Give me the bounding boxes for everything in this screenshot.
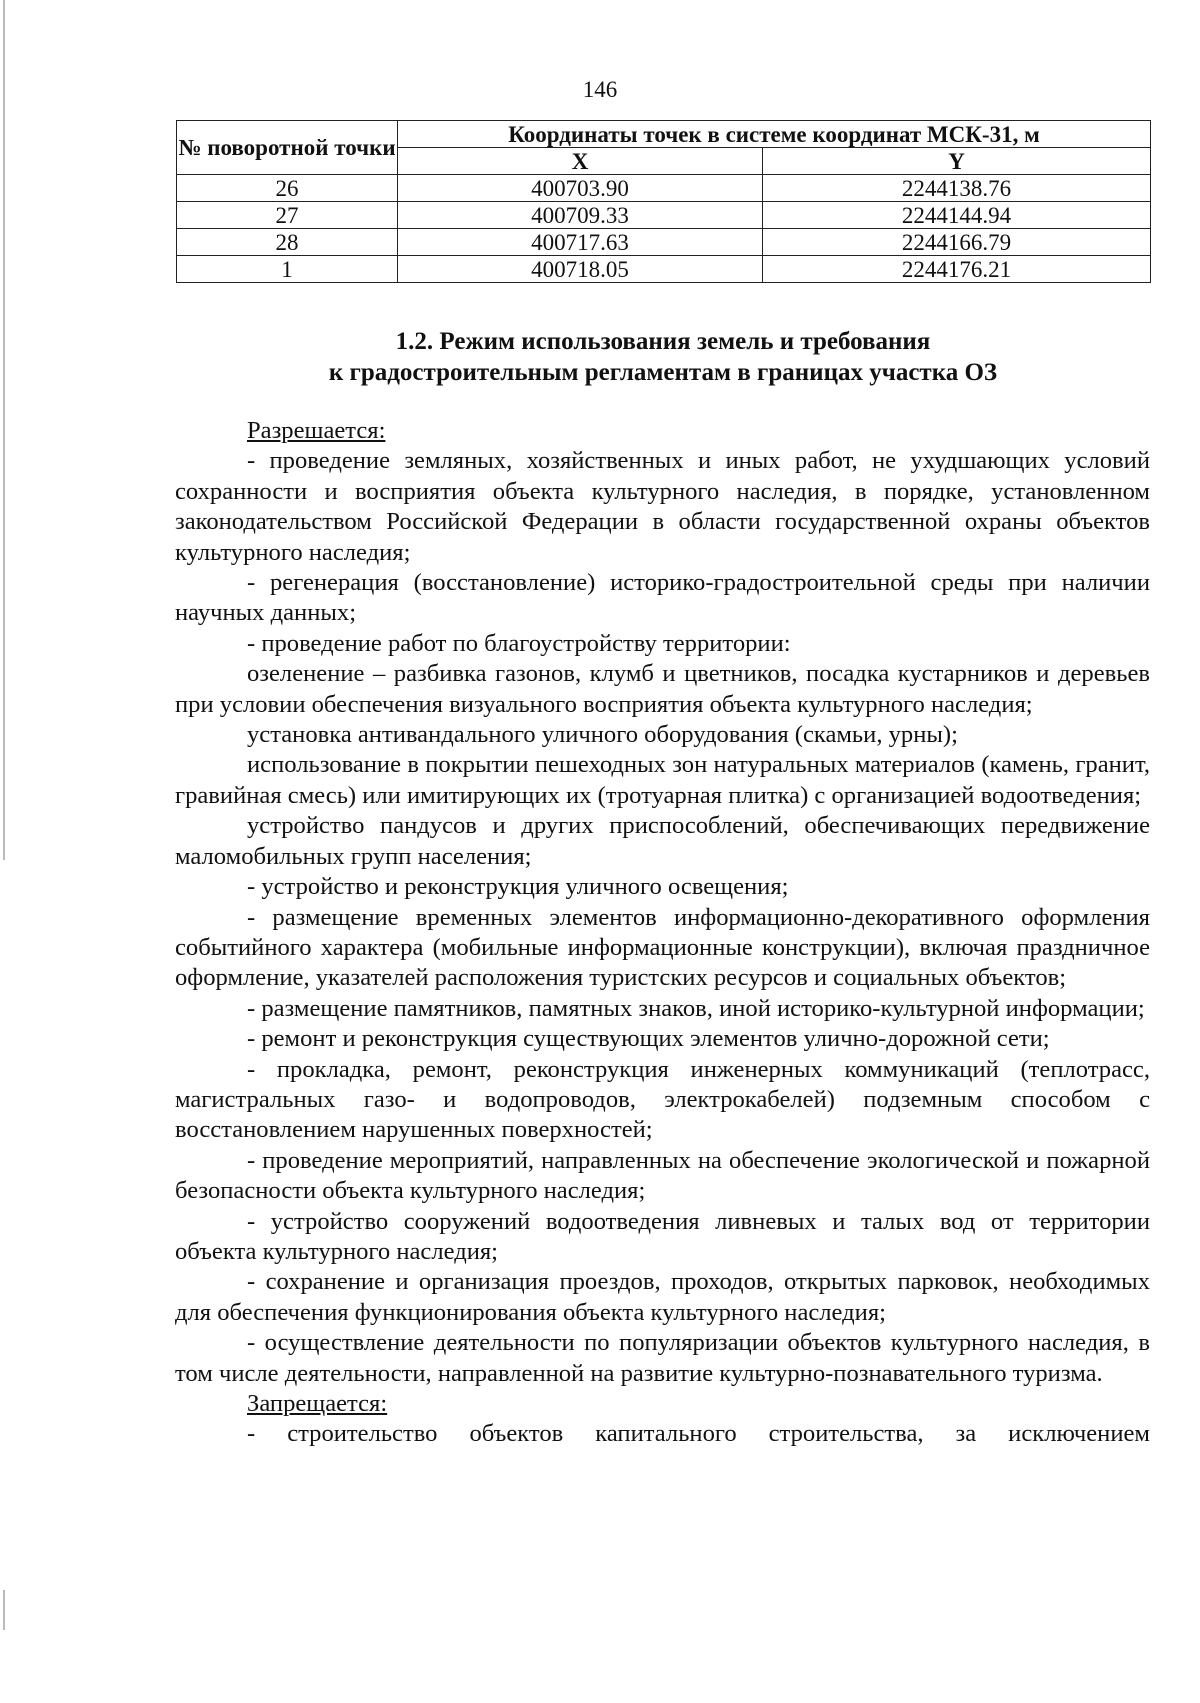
coordinate-y: 2244144.94	[763, 202, 1151, 229]
scan-margin-line	[3, 1590, 5, 1630]
header-coordinates: Координаты точек в системе координат МСК-31, м	[398, 121, 1151, 148]
allowed-heading	[175, 416, 1150, 446]
point-number: 28	[177, 229, 398, 256]
list-item: - прокладка, ремонт, реконструкция инженерных коммуникаций (теплотрасс, магистральных газо- и водопроводов, электрокабелей) подземным способом с восстановлением нарушенных поверхностей;	[175, 1055, 1150, 1144]
coordinate-x: 400718.05	[398, 256, 763, 283]
list-item: установка антивандального уличного оборудования (скамьи, урны);	[247, 721, 958, 749]
point-number: 1	[177, 256, 398, 283]
list-item: озеленение – разбивка газонов, клумб и цветников, посадка кустарников и деревьев при условии обеспечения визуального восприятия объекта культурного наследия;	[175, 660, 1150, 718]
list-item: - регенерация (восстановление) историко-градостроительной среды при наличии научных данных;	[175, 569, 1150, 627]
section-title-line: 1.2. Режим использования земель и требования	[395, 328, 931, 355]
forbidden-heading	[175, 1389, 1150, 1419]
list-item: - устройство и реконструкция уличного освещения;	[247, 873, 789, 901]
list-item: устройство пандусов и других приспособлений, обеспечивающих передвижение маломобильных групп населения;	[175, 812, 1150, 870]
allowed-heading-text: Разрешается:	[247, 417, 386, 444]
coordinate-y: 2244176.21	[763, 256, 1151, 283]
list-item: - осуществление деятельности по популяризации объектов культурного наследия, в том числе деятельности, направленной на развитие культурно-познавательного туризма.	[175, 1329, 1150, 1387]
coordinate-y: 2244166.79	[763, 229, 1151, 256]
coordinates-table	[176, 120, 1151, 283]
coordinate-y: 2244138.76	[763, 175, 1151, 202]
header-point-number: № поворотной точки	[177, 121, 398, 175]
table-row	[177, 229, 1151, 256]
list-item: - проведение мероприятий, направленных на обеспечение экологической и пожарной безопасности объекта культурного наследия;	[175, 1146, 1150, 1205]
header-x: X	[398, 148, 763, 175]
table-row	[177, 202, 1151, 229]
list-item: - проведение земляных, хозяйственных и иных работ, не ухудшающих условий сохранности и восприятия объекта культурного наследия, в порядке, установленном законодательством Российской Федерации в области государственной охраны объектов культурного наследия;	[175, 447, 1150, 566]
section-title	[176, 326, 1150, 388]
table-row	[177, 175, 1151, 202]
list-item: использование в покрытии пешеходных зон натуральных материалов (камень, гранит, гравийная смесь) или имитирующих их (тротуарная плитка) с организацией водоотведения;	[175, 751, 1150, 809]
coordinate-x: 400709.33	[398, 202, 763, 229]
list-item: - сохранение и организация проездов, проходов, открытых парковок, необходимых для обеспечения функционирования объекта культурного наследия;	[175, 1268, 1150, 1326]
point-number: 27	[177, 202, 398, 229]
scan-margin-line	[3, 0, 5, 860]
forbidden-heading-text: Запрещается:	[247, 1390, 388, 1417]
section-title-line: к градостроительным регламентам в границах участка ОЗ	[328, 359, 998, 386]
page-number: 146	[582, 77, 618, 102]
list-item: - размещение памятников, памятных знаков, иной историко-культурной информации;	[247, 994, 1145, 1022]
list-item: - устройство сооружений водоотведения ливневых и талых вод от территории объекта культурного наследия;	[175, 1207, 1150, 1265]
point-number: 26	[177, 175, 398, 202]
list-item: - размещение временных элементов информационно-декоративного оформления событийного характера (мобильные информационные конструкции), включая праздничное оформление, указателей расположения туристских ресурсов и социальных объектов;	[175, 903, 1150, 992]
coordinate-x: 400717.63	[398, 229, 763, 256]
table-row	[177, 256, 1151, 283]
list-item: - проведение работ по благоустройству территории:	[247, 629, 791, 657]
table-header-row	[177, 121, 1151, 148]
header-y: Y	[763, 148, 1151, 175]
document-body	[175, 416, 1150, 1450]
coordinate-x: 400703.90	[398, 175, 763, 202]
list-item: - строительство объектов капитального строительства, за исключением	[247, 1420, 1150, 1448]
list-item: - ремонт и реконструкция существующих элементов улично-дорожной сети;	[247, 1025, 1050, 1053]
